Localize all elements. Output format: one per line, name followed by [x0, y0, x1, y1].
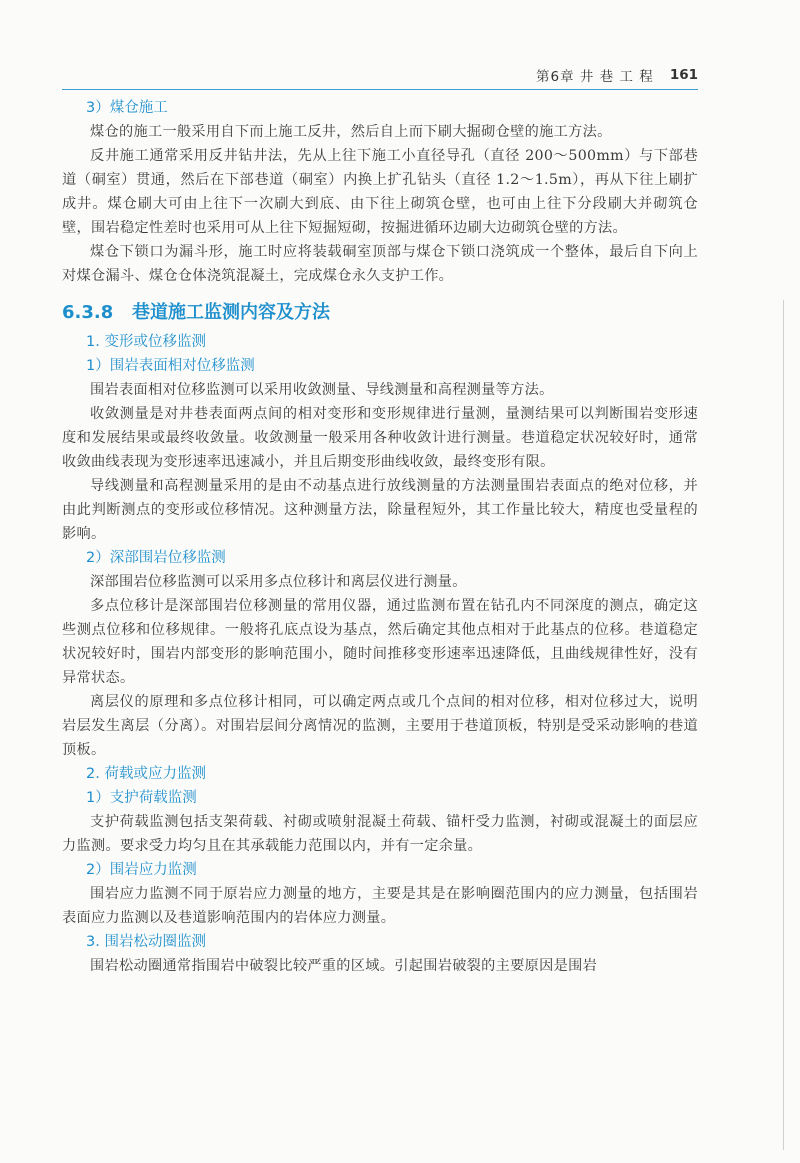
body-paragraph: 支护荷载监测包括支架荷载、衬砌或喷射混凝土荷载、锚杆受力监测，衬砌或混凝土的面层应力监测。要求受力均匀且在其承载能力范围以内，并有一定余量。 [62, 814, 698, 854]
body-paragraph: 收敛测量是对井巷表面两点间的相对变形和变形规律进行量测，量测结果可以判断围岩变形速度和发展结果或最终收敛量。收敛测量一般采用各种收敛计进行测量。巷道稳定状况较好时，通常收敛曲线表现为变形速率迅速减小，并且后期变形曲线收敛，最终变形有限。 [62, 406, 698, 470]
subsection-heading: 2）深部围岩位移监测 [86, 550, 226, 566]
body-paragraph: 围岩表面相对位移监测可以采用收敛测量、导线测量和高程测量等方法。 [90, 382, 554, 398]
page-spine-shadow [783, 300, 784, 1150]
subsection-heading: 1）围岩表面相对位移监测 [86, 358, 255, 374]
section-heading [62, 299, 698, 327]
subsection-heading: 2）围岩应力监测 [86, 862, 197, 878]
body-paragraph: 反井施工通常采用反井钻井法，先从上往下施工小直径导孔（直径 200～500mm）与下部巷道（硐室）贯通，然后在下部巷道（硐室）内换上扩孔钻头（直径 1.2～1.5m），再从下往上刷扩成井。煤仓刷大可由上往下一次刷大到底、由下往上砌筑仓壁，也可由上往下分段刷大并砌筑仓壁，围岩稳定性差时也采用可从上往下短掘短砌，按掘进循环边刷大边砌筑仓壁的方法。 [62, 148, 698, 236]
subsection-heading: 1. 变形或位移监测 [86, 334, 206, 350]
subsection-heading: 1）支护荷载监测 [86, 790, 197, 806]
body-paragraph: 煤仓下锁口为漏斗形，施工时应将装载硐室顶部与煤仓下锁口浇筑成一个整体，最后自下向上对煤仓漏斗、煤仓仓体浇筑混凝土，完成煤仓永久支护工作。 [62, 244, 698, 284]
body-paragraph: 多点位移计是深部围岩位移测量的常用仪器，通过监测布置在钻孔内不同深度的测点，确定这些测点位移和位移规律。一般将孔底点设为基点，然后确定其他点相对于此基点的位移。巷道稳定状况较好时，围岩内部变形的影响范围小，随时间推移变形速率迅速降低，且曲线规律性好，没有异常状态。 [62, 598, 698, 686]
subsection-heading: 3. 围岩松动圈监测 [86, 934, 206, 950]
body-paragraph: 导线测量和高程测量采用的是由不动基点进行放线测量的方法测量围岩表面点的绝对位移，并由此判断测点的变形或位移情况。这种测量方法，除量程短外，其工作量比较大，精度也受量程的影响。 [62, 478, 698, 542]
subsection-heading: 2. 荷载或应力监测 [86, 766, 206, 782]
running-head-chapter: 第6章 井 巷 工 程 [536, 69, 654, 85]
section-title: 巷道施工监测内容及方法 [132, 302, 330, 323]
page-header [62, 64, 698, 86]
subsection-heading: 3）煤仓施工 [86, 100, 168, 116]
body-paragraph: 围岩应力监测不同于原岩应力测量的地方，主要是其是在影响圈范围内的应力测量，包括围岩表面应力监测以及巷道影响范围内的岩体应力测量。 [62, 886, 698, 926]
section-number: 6.3.8 [62, 302, 114, 323]
page-number: 161 [669, 67, 698, 83]
body-paragraph: 围岩松动圈通常指围岩中破裂比较严重的区域。引起围岩破裂的主要原因是围岩 [90, 958, 598, 974]
body-paragraph: 深部围岩位移监测可以采用多点位移计和离层仪进行测量。 [90, 574, 467, 590]
page-body [62, 96, 698, 978]
body-paragraph: 离层仪的原理和多点位移计相同，可以确定两点或几个点间的相对位移，相对位移过大，说明岩层发生离层（分离）。对围岩层间分离情况的监测，主要用于巷道顶板，特别是受采动影响的巷道顶板。 [62, 694, 698, 758]
body-paragraph: 煤仓的施工一般采用自下而上施工反井，然后自上而下刷大掘砌仓壁的施工方法。 [90, 124, 612, 140]
header-rule [62, 89, 698, 90]
